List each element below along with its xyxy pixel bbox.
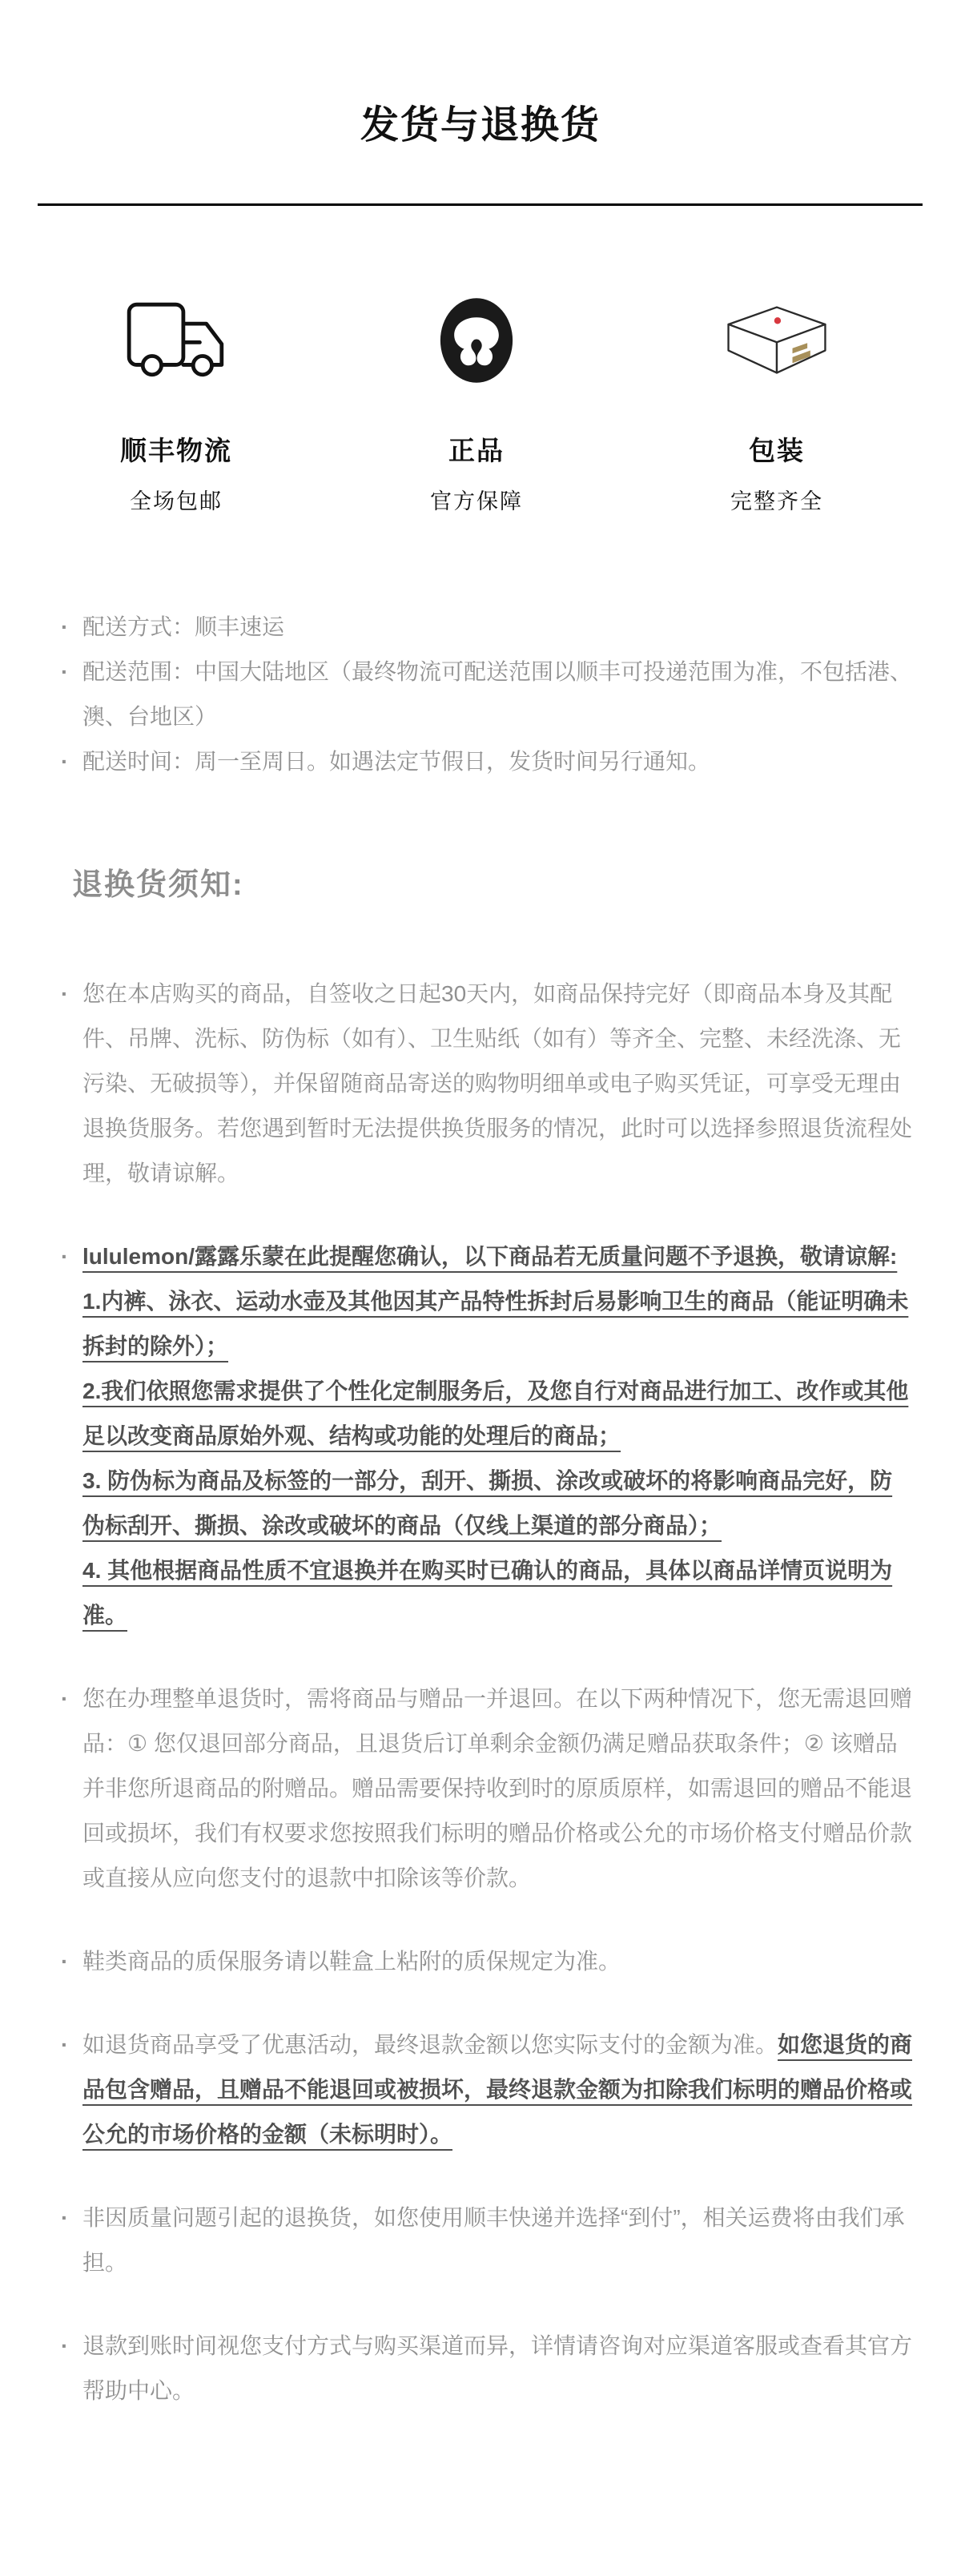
lululemon-logo-icon — [348, 296, 605, 385]
returns-item-gifts-text: 您在办理整单退货时，需将商品与赠品一并退回。在以下两种情况下，您无需退回赠品：① 您仅退回部分商品，且退货后订单剩余金额仍满足赠品获取条件；② 该赠品并非您所退商品的附赠品。赠品需要保持收到时的原质原样，如需退回的赠品不能退回或损坏，我们有权要求您按照我们标明的赠品价格或公允的市场价格支付赠品价款或直接从应向您支付的退款中扣除该等价款。 — [82, 1685, 913, 1890]
returns-section-heading: 退换货须知: — [72, 867, 244, 902]
returns-item-30days-text: 您在本店购买的商品，自签收之日起30天内，如商品保持完好（即商品本身及其配件、吊牌、洗标、防伪标（如有）、卫生贴纸（如有）等齐全、完整、未经洗涤、无污染、无破损等），并保留随商品寄送的购物明细单或电子购买凭证，可享受无理由退换货服务。若您遇到暂时无法提供换货服务的情况，此时可以选择参照退货流程处理，敬请谅解。 — [82, 980, 913, 1185]
page-title: 发货与退换货 — [360, 104, 601, 147]
delivery-info-list — [82, 605, 915, 784]
feature-shipping — [48, 296, 304, 515]
truck-icon — [48, 296, 304, 385]
non-returnable-rule-2: 2.我们依照您需求提供了个性化定制服务后，及您自行对商品进行加工、改作或其他足以改变商品原始外观、结构或功能的处理后的商品； — [82, 1378, 909, 1448]
feature-authentic-sublabel: 官方保障 — [430, 489, 523, 513]
title-divider — [38, 203, 923, 206]
delivery-method-item — [82, 605, 915, 650]
returns-item-shoes-warranty — [82, 1939, 915, 1984]
delivery-area-text: 配送范围：中国大陆地区（最终物流可配送范围以顺丰可投递范围为准，不包括港、澳、台地区） — [82, 658, 913, 729]
returns-item-shipping-fee — [82, 2196, 915, 2285]
delivery-time-item — [82, 739, 915, 784]
non-returnable-rule-1: 1.内裤、泳衣、运动水壶及其他因其产品特性拆封后易影响卫生的商品（能证明确未拆封的除外）； — [82, 1288, 909, 1358]
feature-packaging-label: 包装 — [749, 435, 805, 465]
feature-shipping-sublabel: 全场包邮 — [130, 489, 223, 513]
returns-item-shoes-warranty-text: 鞋类商品的质保服务请以鞋盒上粘附的质保规定为准。 — [82, 1948, 621, 1974]
delivery-time-text: 配送时间：周一至周日。如遇法定节假日，发货时间另行通知。 — [82, 748, 711, 774]
feature-packaging — [649, 296, 905, 515]
returns-item-30days — [82, 972, 915, 1196]
returns-item-refund-amount — [82, 2023, 915, 2157]
non-returnable-rule-3: 3. 防伪标为商品及标签的一部分，刮开、撕损、涂改或破坏的将影响商品完好，防伪标刮开、撕损、涂改或破坏的商品（仅线上渠道的部分商品）； — [82, 1467, 893, 1538]
non-returnable-rule-4: 4. 其他根据商品性质不宜退换并在购买时已确认的商品，具体以商品详情页说明为准。 — [82, 1557, 893, 1628]
feature-authentic — [348, 296, 605, 515]
returns-item-refund-timing-text: 退款到账时间视您支付方式与购买渠道而异，详情请咨询对应渠道客服或查看其官方帮助中心。 — [82, 2332, 913, 2403]
refund-amount-normal-text: 如退货商品享受了优惠活动，最终退款金额以您实际支付的金额为准。 — [82, 2031, 778, 2057]
refund-amount-emphasis-text: 如您退货的商品包含赠品，且赠品不能退回或被损坏，最终退款金额为扣除我们标明的赠品价格或公允的市场价格的金额（未标明时）。 — [82, 2031, 913, 2147]
returns-item-shipping-fee-text: 非因质量问题引起的退换货，如您使用顺丰快递并选择“到付”，相关运费将由我们承担。 — [82, 2204, 905, 2275]
feature-shipping-label: 顺丰物流 — [120, 435, 232, 465]
feature-authentic-label: 正品 — [448, 435, 505, 465]
page-header — [0, 0, 961, 149]
non-returnable-intro: · lululemon/露露乐蒙在此提醒您确认，以下商品若无质量问题不予退换，敬请谅解: — [82, 1243, 898, 1269]
feature-packaging-sublabel: 完整齐全 — [730, 489, 823, 513]
feature-row — [48, 296, 905, 515]
returns-item-gifts — [82, 1676, 915, 1901]
package-box-icon — [649, 296, 905, 385]
delivery-area-item — [82, 650, 915, 739]
returns-notice-list — [82, 972, 915, 2413]
returns-item-refund-timing — [82, 2324, 915, 2413]
returns-item-non-returnable — [82, 1234, 915, 1638]
delivery-method-text: 配送方式：顺丰速运 — [82, 614, 285, 639]
